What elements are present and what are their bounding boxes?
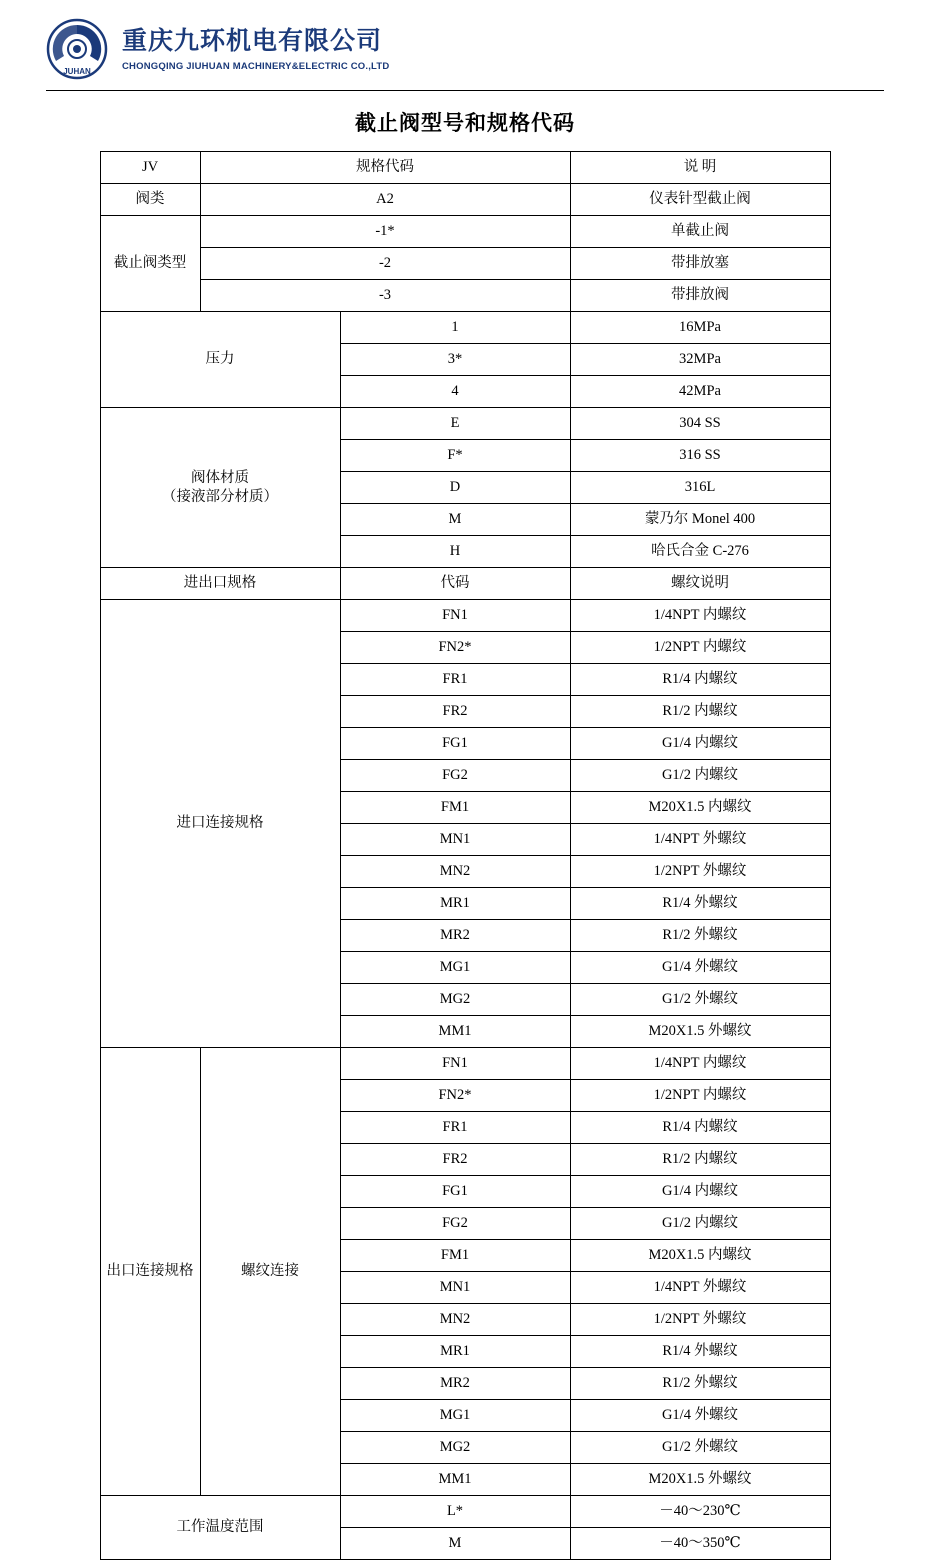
- page-title: 截止阀型号和规格代码: [355, 111, 575, 135]
- cell-body-material-code: E: [340, 408, 570, 440]
- cell-valve-type-desc: 单截止阀: [570, 216, 830, 248]
- cell-body-material-label: [100, 408, 340, 568]
- table-row: [100, 216, 830, 248]
- cell-inlet-desc: G1/2 外螺纹: [570, 984, 830, 1016]
- company-name-en: CHONGQING JIUHUAN MACHINERY&ELECTRIC CO.,LTD: [122, 60, 390, 72]
- cell-outlet-desc: G1/2 内螺纹: [570, 1208, 830, 1240]
- cell-body-material-code: F*: [340, 440, 570, 472]
- cell-inlet-desc: 1/4NPT 外螺纹: [570, 824, 830, 856]
- cell-valve-class-label: 阀类: [100, 184, 200, 216]
- cell-inlet-code: MG1: [340, 952, 570, 984]
- cell-outlet-code: FN1: [340, 1048, 570, 1080]
- cell-outlet-code: FM1: [340, 1240, 570, 1272]
- cell-inlet-code: FG1: [340, 728, 570, 760]
- cell-inlet-desc: R1/4 外螺纹: [570, 888, 830, 920]
- cell-inlet-code: MR2: [340, 920, 570, 952]
- cell-inlet-code: FG2: [340, 760, 570, 792]
- cell-inlet-code: FM1: [340, 792, 570, 824]
- cell-port-thread-header: 螺纹说明: [570, 568, 830, 600]
- cell-pressure-desc: 16MPa: [570, 312, 830, 344]
- company-name-block: [122, 27, 389, 72]
- cell-inlet-desc: G1/2 内螺纹: [570, 760, 830, 792]
- cell-description-header: 说 明: [570, 152, 830, 184]
- cell-pressure-desc: 32MPa: [570, 344, 830, 376]
- table-row: [100, 600, 830, 632]
- table-row: [100, 248, 830, 280]
- cell-inlet-code: MN1: [340, 824, 570, 856]
- cell-outlet-desc: M20X1.5 外螺纹: [570, 1464, 830, 1496]
- document-header: [0, 0, 930, 90]
- cell-code-jv: JV: [100, 152, 200, 184]
- cell-body-material-desc: 304 SS: [570, 408, 830, 440]
- cell-inlet-desc: 1/4NPT 内螺纹: [570, 600, 830, 632]
- cell-valve-type-code: -1*: [200, 216, 570, 248]
- cell-valve-type-code: -3: [200, 280, 570, 312]
- cell-inlet-desc: R1/4 内螺纹: [570, 664, 830, 696]
- cell-body-material-code: H: [340, 536, 570, 568]
- cell-inlet-desc: R1/2 内螺纹: [570, 696, 830, 728]
- cell-outlet-desc: 1/2NPT 内螺纹: [570, 1080, 830, 1112]
- table-row: [100, 184, 830, 216]
- cell-outlet-code: FR2: [340, 1144, 570, 1176]
- cell-valve-type-code: -2: [200, 248, 570, 280]
- svg-text:JUHAN: JUHAN: [63, 67, 91, 76]
- cell-outlet-desc: G1/4 外螺纹: [570, 1400, 830, 1432]
- cell-outlet-code: MR1: [340, 1336, 570, 1368]
- cell-outlet-code: MG1: [340, 1400, 570, 1432]
- cell-outlet-desc: R1/2 内螺纹: [570, 1144, 830, 1176]
- cell-valve-class-code: A2: [200, 184, 570, 216]
- cell-outlet-code: FR1: [340, 1112, 570, 1144]
- table-row: [100, 408, 830, 440]
- cell-inlet-code: FR1: [340, 664, 570, 696]
- cell-outlet-desc: 1/4NPT 外螺纹: [570, 1272, 830, 1304]
- cell-outlet-desc: G1/4 内螺纹: [570, 1176, 830, 1208]
- cell-pressure-code: 4: [340, 376, 570, 408]
- cell-port-code-header: 代码: [340, 568, 570, 600]
- table-row: [100, 1048, 830, 1080]
- cell-outlet-code: MM1: [340, 1464, 570, 1496]
- cell-body-material-code: D: [340, 472, 570, 504]
- cell-outlet-code: FG1: [340, 1176, 570, 1208]
- cell-body-material-desc: 哈氏合金 C-276: [570, 536, 830, 568]
- cell-temperature-desc: －40～230℃: [570, 1496, 830, 1528]
- cell-valve-type-desc: 带排放阀: [570, 280, 830, 312]
- cell-inlet-desc: G1/4 外螺纹: [570, 952, 830, 984]
- cell-inlet-desc: G1/4 内螺纹: [570, 728, 830, 760]
- cell-outlet-label: 出口连接规格: [100, 1048, 200, 1496]
- cell-inlet-desc: 1/2NPT 内螺纹: [570, 632, 830, 664]
- cell-pressure-code: 1: [340, 312, 570, 344]
- company-logo-icon: [46, 18, 108, 80]
- cell-inlet-code: MR1: [340, 888, 570, 920]
- cell-body-material-desc: 316L: [570, 472, 830, 504]
- cell-inlet-desc: M20X1.5 外螺纹: [570, 1016, 830, 1048]
- cell-outlet-code: FN2*: [340, 1080, 570, 1112]
- cell-valve-class-desc: 仪表针型截止阀: [570, 184, 830, 216]
- cell-outlet-desc: 1/2NPT 外螺纹: [570, 1304, 830, 1336]
- cell-pressure-label: 压力: [100, 312, 340, 408]
- cell-inlet-desc: M20X1.5 内螺纹: [570, 792, 830, 824]
- cell-inlet-code: MM1: [340, 1016, 570, 1048]
- cell-pressure-desc: 42MPa: [570, 376, 830, 408]
- cell-temperature-code: L*: [340, 1496, 570, 1528]
- cell-inlet-code: MN2: [340, 856, 570, 888]
- table-row: [100, 152, 830, 184]
- table-row: [100, 568, 830, 600]
- cell-outlet-desc: R1/4 内螺纹: [570, 1112, 830, 1144]
- cell-outlet-code: MG2: [340, 1432, 570, 1464]
- cell-outlet-desc: G1/2 外螺纹: [570, 1432, 830, 1464]
- cell-spec-code-header: 规格代码: [200, 152, 570, 184]
- cell-inlet-desc: R1/2 外螺纹: [570, 920, 830, 952]
- cell-outlet-desc: R1/2 外螺纹: [570, 1368, 830, 1400]
- header-divider: [46, 90, 884, 91]
- cell-inlet-code: FR2: [340, 696, 570, 728]
- table-row: [100, 1496, 830, 1528]
- cell-pressure-code: 3*: [340, 344, 570, 376]
- cell-inlet-code: FN1: [340, 600, 570, 632]
- cell-inlet-label: 进口连接规格: [100, 600, 340, 1048]
- cell-valve-type-desc: 带排放塞: [570, 248, 830, 280]
- company-name-cn: 重庆九环机电有限公司: [122, 27, 383, 55]
- cell-outlet-code: MN2: [340, 1304, 570, 1336]
- table-row: [100, 280, 830, 312]
- cell-temperature-code: M: [340, 1528, 570, 1560]
- body-material-label-line2: （接液部分材质）: [162, 488, 278, 505]
- cell-outlet-code: MR2: [340, 1368, 570, 1400]
- cell-body-material-code: M: [340, 504, 570, 536]
- spec-table: [100, 151, 831, 1560]
- cell-inlet-desc: 1/2NPT 外螺纹: [570, 856, 830, 888]
- cell-body-material-desc: 316 SS: [570, 440, 830, 472]
- cell-outlet-code: MN1: [340, 1272, 570, 1304]
- cell-valve-type-label: 截止阀类型: [100, 216, 200, 312]
- cell-outlet-desc: R1/4 外螺纹: [570, 1336, 830, 1368]
- cell-body-material-desc: 蒙乃尔 Monel 400: [570, 504, 830, 536]
- cell-outlet-connection: 螺纹连接: [200, 1048, 340, 1496]
- cell-outlet-desc: M20X1.5 内螺纹: [570, 1240, 830, 1272]
- cell-outlet-desc: 1/4NPT 内螺纹: [570, 1048, 830, 1080]
- body-material-label-line1: 阀体材质: [191, 470, 249, 487]
- table-row: [100, 312, 830, 344]
- cell-inlet-code: FN2*: [340, 632, 570, 664]
- cell-temperature-label: 工作温度范围: [100, 1496, 340, 1560]
- cell-port-spec-label: 进出口规格: [100, 568, 340, 600]
- cell-temperature-desc: －40～350℃: [570, 1528, 830, 1560]
- cell-inlet-code: MG2: [340, 984, 570, 1016]
- cell-outlet-code: FG2: [340, 1208, 570, 1240]
